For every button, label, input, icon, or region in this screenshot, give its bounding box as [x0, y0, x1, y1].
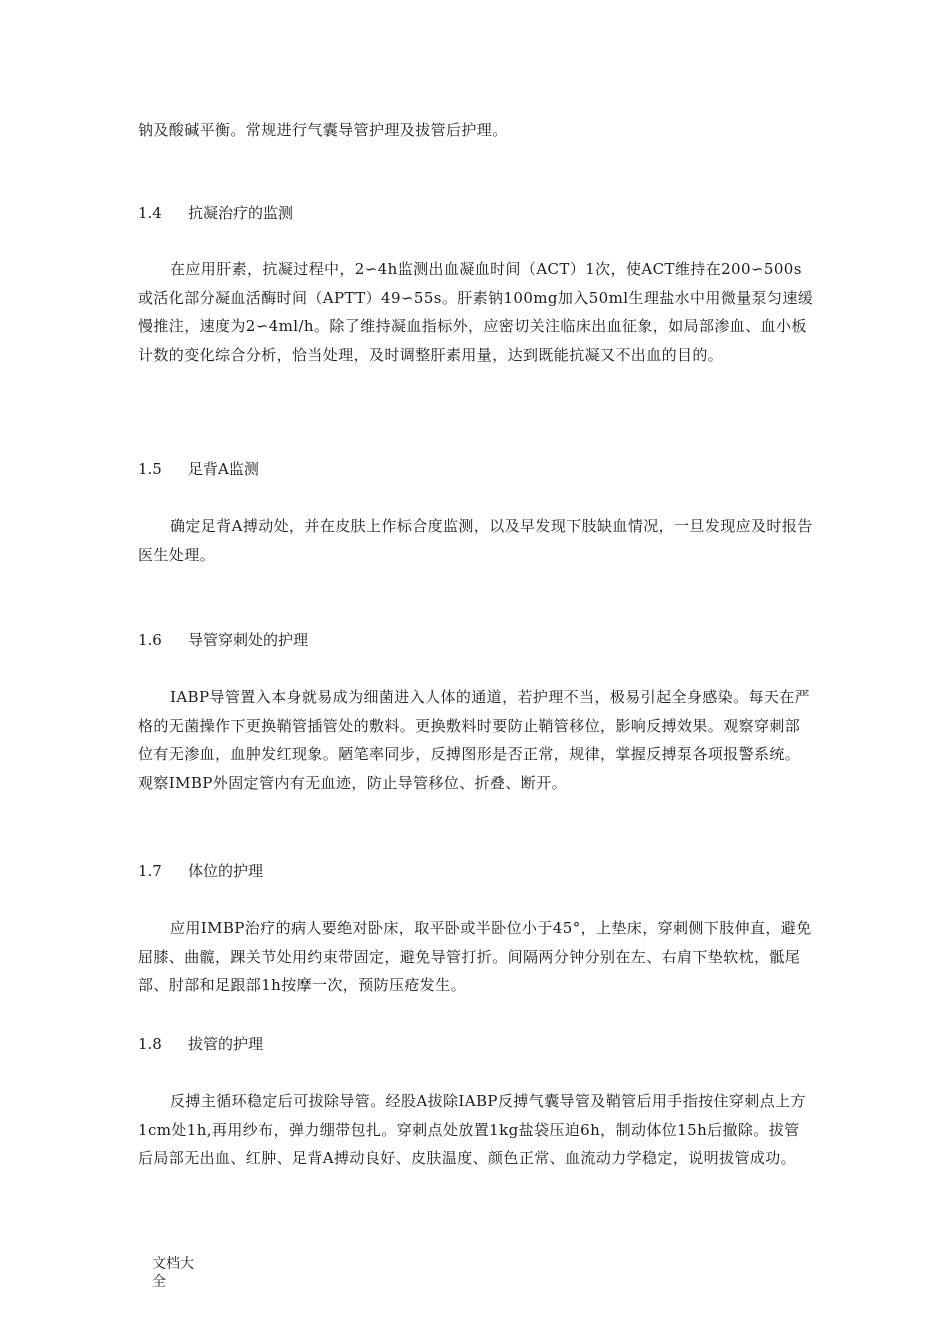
intro-paragraph: 钠及酸碱平衡。常规进行气囊导管护理及拔管后护理。: [138, 121, 508, 139]
section-number: 1.5: [138, 460, 162, 478]
section-title: 拔管的护理: [188, 1035, 264, 1053]
section-title: 导管穿刺处的护理: [188, 631, 309, 649]
section-title: 抗凝治疗的监测: [188, 204, 294, 222]
section-paragraph-1-4: 在应用肝素，抗凝过程中，2∽4h监测出血凝血时间（ACT）1次，使ACT维持在200∽500s或活化部分凝血活酶时间（APTT）49∽55s。肝素钠100mg加入50ml生理盐水中用微量泵匀速缓慢推注，速度为2∽4ml/h。除了维持凝血指标外，应密切关注临床出血征象，如局部渗血、血小板计数的变化综合分析，恰当处理，及时调整肝素用量，达到既能抗凝又不出血的目的。: [138, 260, 814, 364]
section-paragraph-1-8: 反搏主循环稳定后可拔除导管。经股A拔除IABP反搏气囊导管及鞘管后用手指按住穿刺点上方1cm处1h,再用纱布，弹力绷带包扎。穿刺点处放置1kg盐袋压迫6h，制动体位15h后撤除。拔管后局部无出血、红肿、足背A搏动良好、皮肤温度、颜色正常、血流动力学稳定，说明拔管成功。: [138, 1092, 806, 1167]
section-title: 足背A监测: [188, 460, 259, 478]
section-paragraph-1-7: 应用IMBP治疗的病人要绝对卧床，取平卧或半卧位小于45°，上垫床，穿刺侧下肢伸直，避免屈膝、曲髋，踝关节处用约束带固定，避免导管打折。间隔两分钟分别在左、右肩下垫软枕，骶尾部、肘部和足跟部1h按摩一次，预防压疮发生。: [138, 919, 812, 994]
section-title: 体位的护理: [188, 862, 264, 880]
page-footer: 文档大全: [152, 1256, 194, 1290]
section-paragraph-1-5: 确定足背A搏动处，并在皮肤上作标合度监测，以及早发现下肢缺血情况，一旦发现应及时报告医生处理。: [138, 517, 813, 564]
section-heading-1-4: [138, 201, 293, 225]
section-number: 1.6: [138, 631, 162, 649]
section-heading-1-8: [138, 1032, 263, 1056]
section-heading-1-7: [138, 859, 263, 883]
section-number: 1.7: [138, 862, 162, 880]
section-heading-1-5: [138, 457, 259, 481]
section-number: 1.8: [138, 1035, 162, 1053]
section-heading-1-6: [138, 628, 308, 652]
section-number: 1.4: [138, 204, 162, 222]
section-paragraph-1-6: IABP导管置入本身就易成为细菌进入人体的通道，若护理不当，极易引起全身感染。每天在严格的无菌操作下更换鞘管插管处的敷料。更换敷料时要防止鞘管移位，影响反搏效果。观察穿刺部位有无渗血，血肿发红现象。陋笔率同步，反搏图形是否正常，规律，掌握反搏泵各项报警系统。观察IMBP外固定管内有无血迹，防止导管移位、折叠、断开。: [138, 688, 811, 792]
